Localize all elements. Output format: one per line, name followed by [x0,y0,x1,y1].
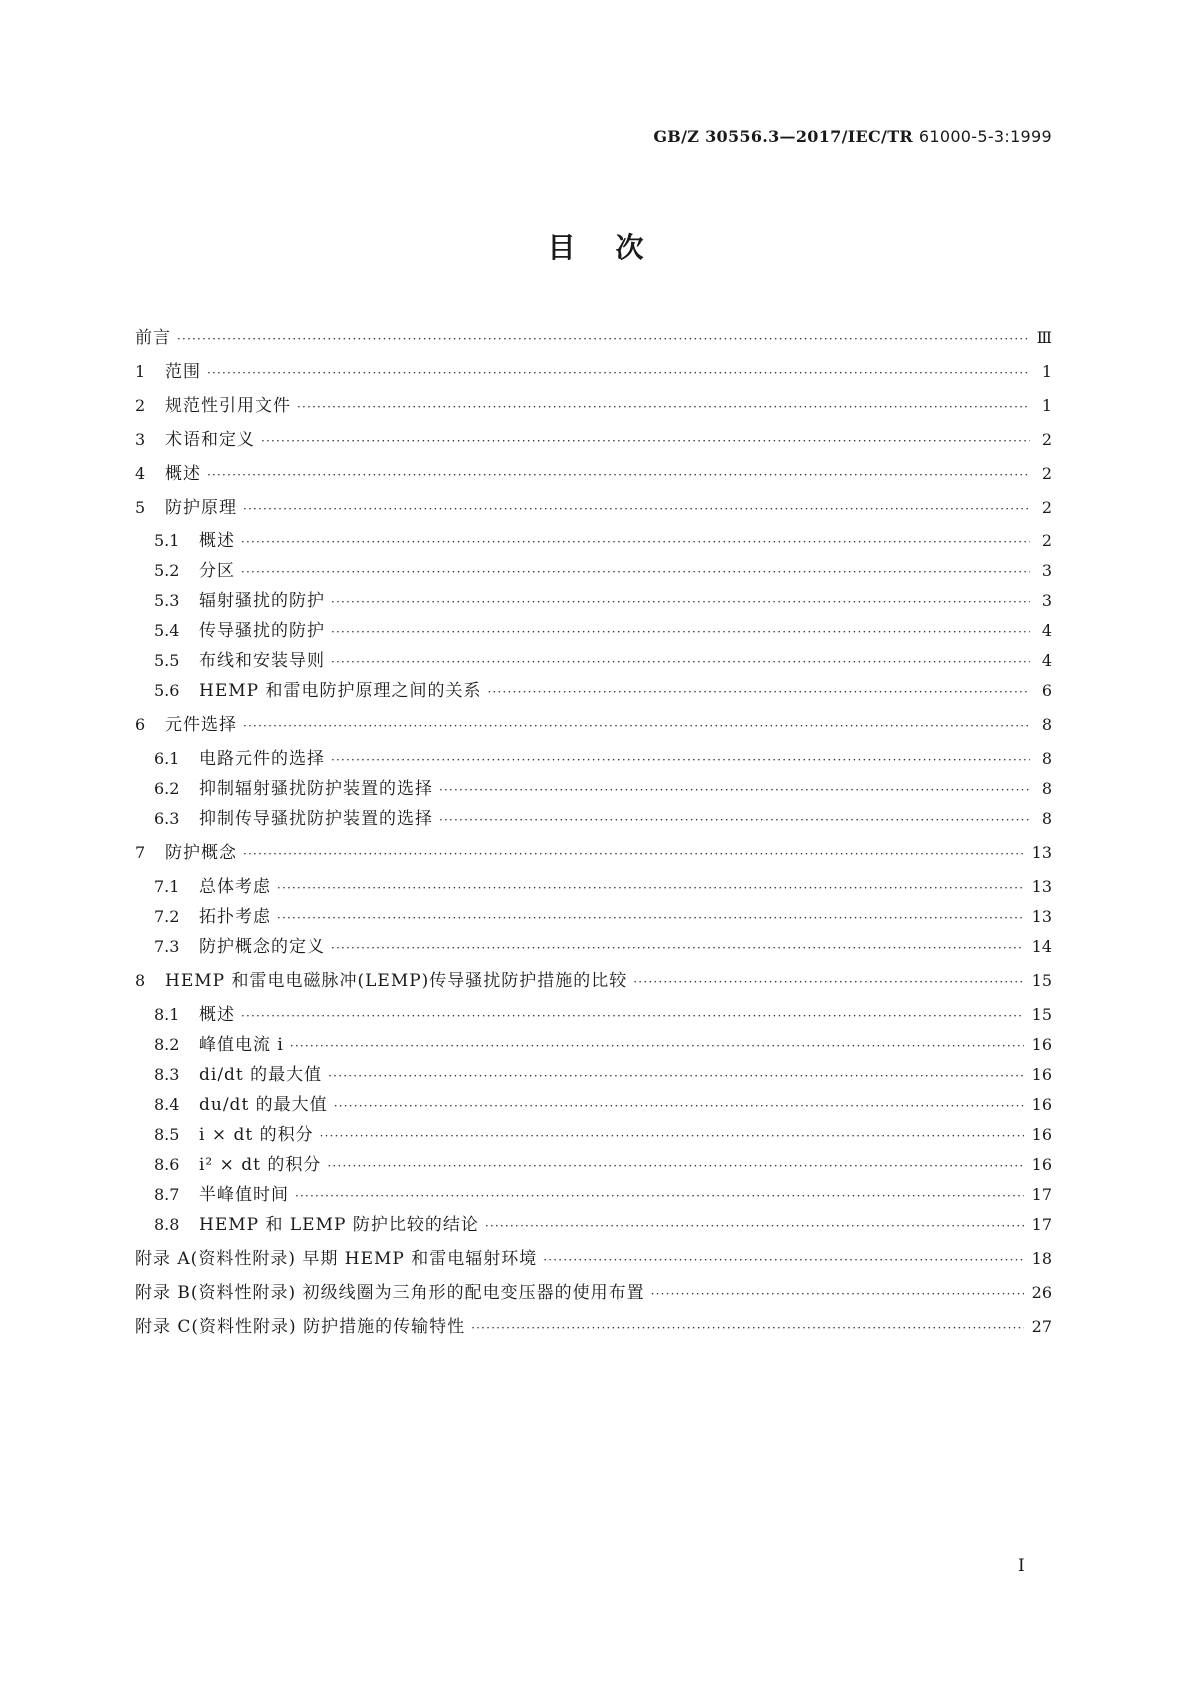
toc-entry-page: 1 [1041,362,1052,381]
document-code [653,127,1052,146]
toc-entry-label: 抑制传导骚扰防护装置的选择 [199,809,433,829]
toc-entry-label: 防护概念的定义 [199,937,325,957]
toc-entry-7-1[interactable] [154,875,1052,899]
toc-title: 目次 [547,231,684,264]
toc-entry-number: 5.3 [154,591,180,610]
toc-leader-dots [277,876,1024,900]
toc-entry-label: i² × dt 的积分 [199,1155,322,1175]
toc-entry-5[interactable] [135,496,1052,520]
toc-entry-label: di/dt 的最大值 [199,1065,323,1085]
toc-leader-dots [331,590,1030,614]
document-code-suffix: 61000-5-3:1999 [918,127,1052,146]
toc-entry-page: Ⅲ [1036,328,1052,347]
toc-entry-page: 2 [1041,464,1052,483]
toc-entry-foreword[interactable] [135,326,1052,350]
toc-leader-dots [297,395,1030,419]
toc-leader-dots [633,970,1023,994]
toc-leader-dots [290,1034,1024,1058]
toc-entry-label: 概述 [199,531,235,551]
toc-entry-label: 总体考虑 [199,877,271,897]
toc-entry-number: 3 [135,430,146,449]
toc-entry-number: 8.6 [154,1155,180,1174]
toc-entry-5-5[interactable] [154,649,1052,673]
toc-entry-number: 8.1 [154,1005,180,1024]
toc-leader-dots [177,327,1029,351]
toc-entry-3[interactable] [135,428,1052,452]
toc-entry-5-3[interactable] [154,589,1052,613]
toc-entry-page: 16 [1031,1035,1052,1054]
toc-entry-page: 15 [1031,1005,1052,1024]
toc-entry-number: 7.1 [154,877,180,896]
toc-entry-8-7[interactable] [154,1183,1052,1207]
toc-leader-dots [295,1184,1024,1208]
toc-entry-number: 8 [135,971,146,990]
toc-entry-page: 16 [1031,1065,1052,1084]
toc-entry-number: 6.2 [154,779,180,798]
toc-entry-number: 8.3 [154,1065,180,1084]
toc-entry-page: 4 [1041,651,1052,670]
toc-entry-page: 17 [1031,1215,1052,1234]
toc-entry-page: 8 [1041,715,1052,734]
toc-leader-dots [241,530,1030,554]
toc-entry-label: 分区 [199,561,235,581]
page-number: I [1018,1556,1025,1576]
toc-entry-label: 拓扑考虑 [199,907,271,927]
toc-leader-dots [331,748,1030,772]
toc-entry-page: 4 [1041,621,1052,640]
toc-entry-label: HEMP 和雷电电磁脉冲(LEMP)传导骚扰防护措施的比较 [165,971,628,991]
toc-entry-label: 抑制辐射骚扰防护装置的选择 [199,779,433,799]
toc-entry-page: 2 [1041,498,1052,517]
toc-entry-page: 16 [1031,1155,1052,1174]
toc-entry-number: 8.5 [154,1125,180,1144]
toc-entry-label: 附录 A(资料性附录) 早期 HEMP 和雷电辐射环境 [135,1249,538,1269]
toc-entry-number: 8.4 [154,1095,180,1114]
toc-leader-dots [331,936,1024,960]
toc-leader-dots [243,842,1024,866]
toc-entry-5-6[interactable] [154,679,1052,703]
toc-entry-number: 8.7 [154,1185,180,1204]
toc-leader-dots [241,1004,1024,1028]
toc-entry-page: 3 [1041,561,1052,580]
document-code-main: GB/Z 30556.3—2017/IEC/TR [653,127,913,146]
toc-entry-page: 8 [1041,749,1052,768]
toc-entry-page: 13 [1031,843,1052,862]
toc-entry-label: 元件选择 [165,715,237,735]
toc-entry-label: 概述 [199,1005,235,1025]
toc-leader-dots [327,1154,1023,1178]
toc-entry-number: 8.8 [154,1215,180,1234]
toc-leader-dots [543,1248,1023,1272]
toc-entry-page: 13 [1031,877,1052,896]
toc-leader-dots [320,1124,1024,1148]
toc-entry-6[interactable] [135,713,1052,737]
toc-entry-number: 8.2 [154,1035,180,1054]
toc-leader-dots [277,906,1024,930]
toc-entry-page: 2 [1041,531,1052,550]
toc-leader-dots [439,778,1030,802]
toc-leader-dots [651,1282,1024,1306]
toc-leader-dots [261,429,1030,453]
toc-entry-5-1[interactable] [154,529,1052,553]
toc-entry-number: 6.3 [154,809,180,828]
toc-entry-page: 8 [1041,779,1052,798]
toc-entry-6-2[interactable] [154,777,1052,801]
toc-entry-page: 6 [1041,681,1052,700]
toc-entry-page: 14 [1031,937,1052,956]
toc-entry-7[interactable] [135,841,1052,865]
toc-entry-number: 2 [135,396,146,415]
toc-entry-label: 布线和安装导则 [199,651,325,671]
toc-entry-label: 术语和定义 [165,430,255,450]
toc-entry-annex-c[interactable] [135,1315,1052,1339]
toc-entry-number: 7 [135,843,146,862]
toc-leader-dots [243,714,1030,738]
toc-entry-label: 附录 B(资料性附录) 初级线圈为三角形的配电变压器的使用布置 [135,1283,645,1303]
toc-leader-dots [207,463,1030,487]
toc-entry-page: 15 [1031,971,1052,990]
toc-entry-label: 附录 C(资料性附录) 防护措施的传输特性 [135,1317,466,1337]
toc-entry-page: 3 [1041,591,1052,610]
toc-entry-number: 6.1 [154,749,180,768]
toc-leader-dots [334,1094,1024,1118]
toc-entry-8-6[interactable] [154,1153,1052,1177]
toc-entry-number: 1 [135,362,146,381]
toc-entry-label: 前言 [135,328,171,348]
toc-entry-5-2[interactable] [154,559,1052,583]
toc-entry-label: 电路元件的选择 [199,749,325,769]
toc-entry-1[interactable] [135,360,1052,384]
toc-entry-page: 2 [1041,430,1052,449]
toc-entry-number: 7.2 [154,907,180,926]
toc-entry-label: 防护原理 [165,498,237,518]
toc-leader-dots [331,650,1030,674]
toc-entry-page: 16 [1031,1125,1052,1144]
toc-entry-label: HEMP 和雷电防护原理之间的关系 [199,681,482,701]
toc-entry-label: 规范性引用文件 [165,396,291,416]
toc-entry-page: 16 [1031,1095,1052,1114]
toc-entry-8-1[interactable] [154,1003,1052,1027]
toc-entry-number: 4 [135,464,146,483]
toc-entry-label: 辐射骚扰的防护 [199,591,325,611]
toc-entry-7-3[interactable] [154,935,1052,959]
toc-entry-7-2[interactable] [154,905,1052,929]
toc-entry-8-8[interactable] [154,1213,1052,1237]
toc-leader-dots [243,497,1030,521]
toc-entry-6-3[interactable] [154,807,1052,831]
toc-entry-label: 峰值电流 i [199,1035,284,1055]
toc-entry-number: 7.3 [154,937,180,956]
toc-entry-label: du/dt 的最大值 [199,1095,328,1115]
toc-leader-dots [241,560,1030,584]
toc-entry-label: 范围 [165,362,201,382]
toc-entry-page: 18 [1031,1249,1052,1268]
toc-entry-8-2[interactable] [154,1033,1052,1057]
toc-entry-label: 传导骚扰的防护 [199,621,325,641]
toc-entry-label: 防护概念 [165,843,237,863]
toc-entry-8-5[interactable] [154,1123,1052,1147]
toc-leader-dots [331,620,1030,644]
toc-entry-number: 6 [135,715,146,734]
toc-entry-8[interactable] [135,969,1052,993]
toc-entry-label: HEMP 和 LEMP 防护比较的结论 [199,1215,479,1235]
toc-entry-annex-a[interactable] [135,1247,1052,1271]
toc-entry-number: 5.2 [154,561,180,580]
toc-entry-annex-b[interactable] [135,1281,1052,1305]
toc-entry-page: 13 [1031,907,1052,926]
toc-entry-page: 17 [1031,1185,1052,1204]
toc-entry-label: 概述 [165,464,201,484]
toc-leader-dots [487,680,1030,704]
toc-entry-8-3[interactable] [154,1063,1052,1087]
toc-entry-page: 1 [1041,396,1052,415]
toc-entry-label: 半峰值时间 [199,1185,289,1205]
toc-entry-number: 5.1 [154,531,180,550]
toc-leader-dots [207,361,1030,385]
toc-leader-dots [471,1316,1024,1340]
toc-entry-8-4[interactable] [154,1093,1052,1117]
toc-entry-page: 26 [1031,1283,1052,1302]
toc-entry-2[interactable] [135,394,1052,418]
toc-leader-dots [485,1214,1024,1238]
toc-leader-dots [439,808,1030,832]
toc-entry-page: 8 [1041,809,1052,828]
toc-entry-6-1[interactable] [154,747,1052,771]
toc-entry-number: 5.4 [154,621,180,640]
toc-entry-4[interactable] [135,462,1052,486]
toc-leader-dots [328,1064,1023,1088]
toc-entry-5-4[interactable] [154,619,1052,643]
toc-entry-number: 5.5 [154,651,180,670]
toc-entry-number: 5.6 [154,681,180,700]
toc-entry-page: 27 [1031,1317,1052,1336]
toc-entry-number: 5 [135,498,146,517]
toc-entry-label: i × dt 的积分 [199,1125,314,1145]
